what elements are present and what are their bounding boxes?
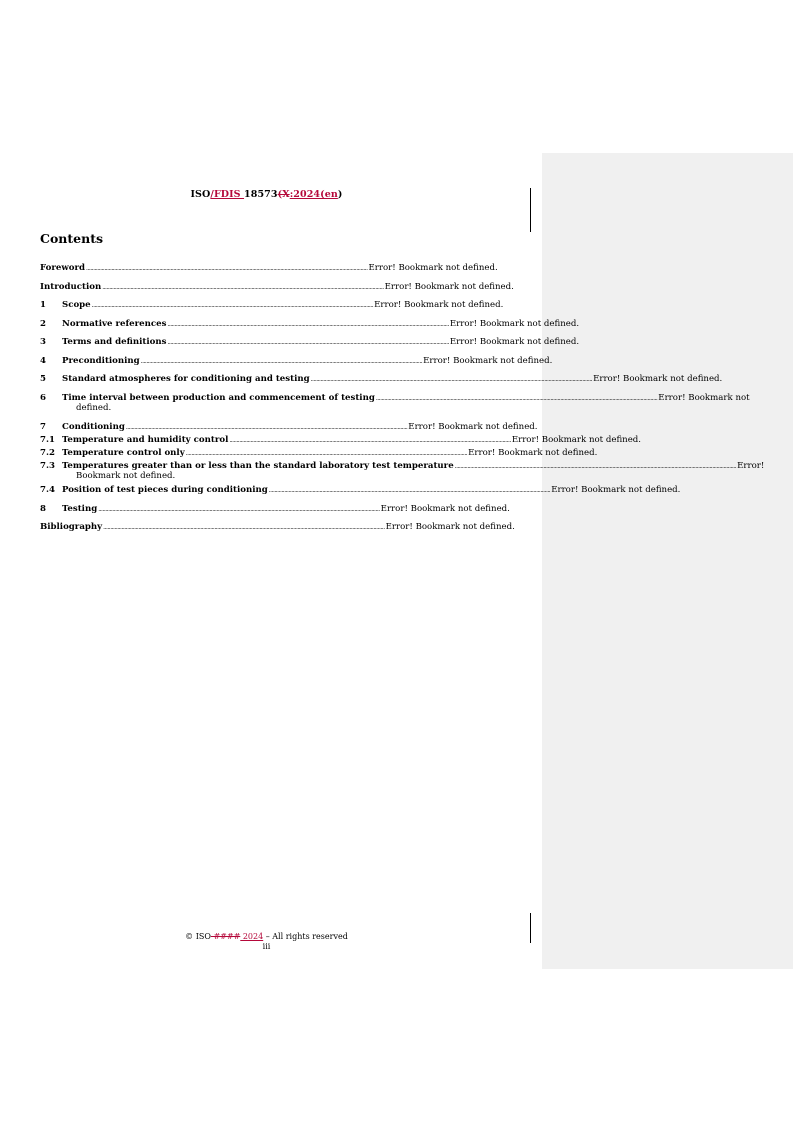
toc-entry-number: 7.3	[40, 461, 55, 471]
toc-entry[interactable]	[40, 262, 498, 273]
footer-insertion: 2024	[240, 932, 264, 941]
header-insertion: /FDIS	[210, 189, 245, 200]
toc-entry[interactable]	[40, 484, 681, 495]
change-bar	[530, 188, 531, 232]
toc-dot-leader: ........................................................................................................................................................................................................	[229, 437, 511, 444]
toc-entry-line	[40, 447, 598, 458]
toc-entry-page: Error! Bookmark not defined.	[368, 263, 498, 273]
toc-dot-leader: ........................................................................................................................................................................................................	[86, 265, 368, 272]
toc-entry-number: 7.2	[40, 448, 55, 458]
toc-dot-leader: ........................................................................................................................................................................................................	[140, 357, 423, 365]
footer-prefix: © ISO	[185, 932, 211, 941]
toc-entry-page: Error! Bookmark not defined.	[468, 448, 598, 458]
toc-entry-number: 7.1	[40, 435, 55, 445]
toc-entry-page: Error! Bookmark not defined.	[593, 374, 723, 384]
toc-entry-number: 7	[40, 422, 46, 432]
toc-dot-leader: ........................................................................................................................................................................................................	[185, 450, 468, 457]
toc-entry-page-continued: defined.	[76, 402, 112, 413]
table-of-contents	[40, 262, 765, 532]
toc-entry-line	[40, 392, 750, 403]
toc-entry-number: 8	[40, 503, 46, 514]
toc-entry-page: Error! Bookmark not defined.	[384, 281, 514, 292]
toc-dot-leader: ........................................................................................................................................................................................................	[167, 320, 449, 328]
toc-dot-leader: ........................................................................................................................................................................................................	[125, 424, 408, 431]
toc-entry-title: Standard atmospheres for conditioning and testing	[62, 374, 310, 384]
comment-pane	[542, 153, 793, 969]
toc-dot-leader: ........................................................................................................................................................................................................	[454, 463, 737, 470]
toc-entry-page-continued: Bookmark not defined.	[76, 471, 176, 481]
toc-entry-title: Temperature control only	[62, 448, 185, 458]
toc-entry-number: 3	[40, 337, 46, 347]
toc-entry[interactable]	[40, 447, 598, 458]
header-number: 18573	[244, 189, 278, 200]
toc-dot-leader: ........................................................................................................................................................................................................	[167, 339, 449, 346]
toc-entry-page: Error! Bookmark not defined.	[380, 503, 510, 514]
toc-entry-line	[40, 484, 681, 495]
toc-entry-line	[40, 521, 515, 532]
toc-entry-page: Error! Bookmark not defined.	[449, 318, 580, 329]
toc-dot-leader: ........................................................................................................................................................................................................	[310, 376, 593, 383]
toc-entry-number: 7.4	[40, 485, 55, 495]
toc-entry[interactable]	[40, 503, 510, 514]
page-footer	[40, 932, 493, 951]
toc-entry-title: Testing	[62, 503, 98, 514]
header-prefix: ISO	[190, 189, 211, 200]
toc-entry-page: Error! Bookmark not defined.	[511, 435, 642, 445]
header-insertion: :2024(en	[289, 189, 338, 200]
toc-entry-title: Temperatures greater than or less than the standard laboratory test temperature	[62, 461, 454, 471]
toc-entry-line	[40, 281, 514, 292]
toc-entry-title: Normative references	[62, 318, 167, 329]
toc-entry[interactable]	[40, 281, 514, 292]
toc-entry-page: Error! Bookmark not	[658, 392, 750, 403]
toc-entry-title: Introduction	[40, 281, 102, 292]
toc-entry-page: Error! Bookmark not defined.	[551, 485, 681, 495]
toc-entry-title: Conditioning	[62, 422, 125, 432]
toc-entry[interactable]	[40, 299, 504, 310]
toc-entry-number: 4	[40, 355, 46, 366]
contents-title: Contents	[40, 231, 104, 246]
toc-entry-number: 6	[40, 392, 46, 403]
toc-dot-leader: ........................................................................................................................................................................................................	[91, 302, 374, 309]
toc-entry-number: 2	[40, 318, 46, 329]
toc-entry-line	[40, 460, 765, 471]
toc-dot-leader: ........................................................................................................................................................................................................	[268, 487, 551, 494]
toc-entry-page: Error! Bookmark not defined.	[374, 300, 504, 310]
toc-entry-line	[40, 434, 642, 445]
toc-entry[interactable]	[40, 392, 750, 414]
toc-entry-line	[40, 299, 504, 310]
toc-entry-title: Position of test pieces during conditioning	[62, 485, 268, 495]
toc-entry-line	[40, 373, 723, 384]
toc-dot-leader: ........................................................................................................................................................................................................	[103, 524, 385, 531]
page-number: iii	[262, 942, 271, 951]
header-deletion: (X	[277, 189, 290, 200]
toc-entry-page: Error! Bookmark not defined.	[449, 337, 580, 347]
document-header	[40, 189, 493, 200]
toc-entry-title: Foreword	[40, 263, 86, 273]
toc-entry-title: Preconditioning	[62, 355, 140, 366]
toc-entry[interactable]	[40, 336, 580, 347]
footer-suffix: – All rights reserved	[263, 932, 348, 941]
toc-entry-page: Error!	[737, 461, 765, 471]
toc-entry[interactable]	[40, 421, 538, 432]
toc-entry-title: Terms and definitions	[62, 337, 167, 347]
toc-entry-number: 1	[40, 300, 46, 310]
toc-entry[interactable]	[40, 373, 723, 384]
toc-entry-title: Scope	[62, 300, 91, 310]
toc-entry-title: Bibliography	[40, 522, 103, 532]
toc-entry-title: Time interval between production and commencement of testing	[62, 392, 375, 403]
change-bar	[530, 913, 531, 943]
footer-deletion: ####	[210, 932, 241, 941]
toc-entry-page: Error! Bookmark not defined.	[408, 422, 538, 432]
toc-entry[interactable]	[40, 434, 642, 445]
header-suffix: )	[337, 189, 343, 200]
toc-entry-page: Error! Bookmark not defined.	[385, 522, 515, 532]
toc-entry-number: 5	[40, 374, 46, 384]
toc-dot-leader: ........................................................................................................................................................................................................	[102, 283, 384, 291]
toc-entry-line	[40, 503, 510, 514]
toc-entry-line	[40, 336, 580, 347]
toc-entry[interactable]	[40, 460, 765, 482]
toc-entry-line	[40, 421, 538, 432]
toc-dot-leader: ........................................................................................................................................................................................................	[98, 505, 380, 513]
toc-entry[interactable]	[40, 318, 580, 329]
toc-entry-line	[40, 355, 553, 366]
toc-entry-title: Temperature and humidity control	[62, 435, 229, 445]
toc-entry-line	[40, 318, 580, 329]
toc-entry[interactable]	[40, 521, 515, 532]
toc-entry[interactable]	[40, 355, 553, 366]
toc-entry-line	[40, 262, 498, 273]
toc-dot-leader: ........................................................................................................................................................................................................	[375, 394, 658, 402]
toc-entry-page: Error! Bookmark not defined.	[423, 355, 553, 366]
